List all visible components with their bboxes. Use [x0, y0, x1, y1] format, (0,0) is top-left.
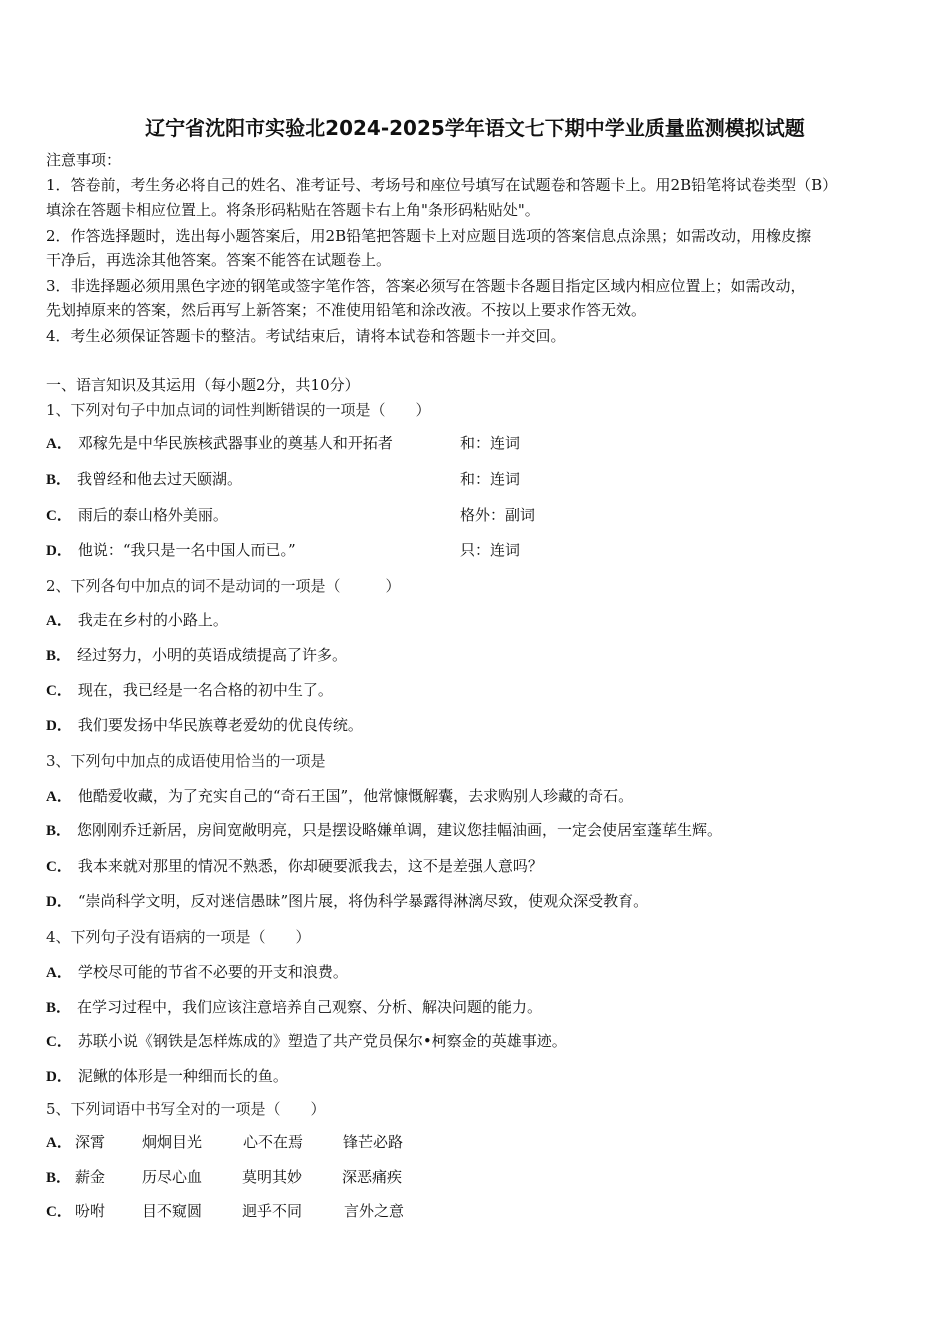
option-letter: A． [46, 1135, 72, 1151]
option-a [46, 962, 348, 983]
option-word: 吩咐 [75, 1202, 106, 1220]
option-b [46, 1167, 77, 1188]
option-word: 历尽心血 [142, 1168, 203, 1186]
option-text: 邓稼先是中华民族核武器事业的奠基人和开拓者 [77, 434, 393, 452]
option-c [46, 1031, 567, 1052]
option-word: 莫明其妙 [242, 1168, 303, 1186]
option-text: 雨后的泰山格外美丽。 [77, 506, 228, 524]
option-text: 您刚刚乔迁新居，房间宽敞明亮，只是摆设略嫌单调，建议您挂幅油画，一定会使居室蓬荜生辉。 [77, 821, 723, 839]
option-text: 我曾经和他去过天颐湖。 [77, 470, 243, 488]
option-letter: B． [46, 823, 72, 839]
notice-line: 先划掉原来的答案，然后再写上新答案；不准使用铅笔和涂改液。不按以上要求作答无效。 [46, 301, 647, 319]
option-a [46, 610, 228, 631]
option-letter: D． [46, 543, 72, 559]
option-text: 我本来就对那里的情况不熟悉，你却硬要派我去，这不是差强人意吗？ [77, 857, 543, 875]
option-letter: D． [46, 1069, 72, 1085]
option-b [46, 469, 242, 490]
option-a [46, 433, 393, 454]
option-word: 心不在焉 [243, 1133, 304, 1151]
option-a [46, 786, 633, 807]
option-note: 格外：副词 [460, 506, 536, 524]
option-d [46, 540, 296, 561]
option-text: 他说：“我只是一名中国人而已。” [77, 541, 296, 559]
option-a [46, 1132, 78, 1153]
option-note: 和：连词 [460, 470, 521, 488]
option-note: 只：连词 [460, 541, 521, 559]
option-c [46, 856, 543, 877]
option-letter: D． [46, 718, 72, 734]
option-letter: C． [46, 1034, 72, 1050]
option-letter: A． [46, 613, 72, 629]
notice-line: 干净后，再选涂其他答案。答案不能答在试题卷上。 [46, 251, 392, 269]
option-text: 他酷爱收藏，为了充实自己的“奇石王国”，他常慷慨解囊，去求购别人珍藏的奇石。 [77, 787, 634, 805]
option-word: 迥乎不同 [242, 1202, 303, 1220]
option-text: 我走在乡村的小路上。 [77, 611, 228, 629]
option-letter: B． [46, 472, 72, 488]
option-letter: D． [46, 894, 72, 910]
option-word: 锋芒必路 [343, 1133, 404, 1151]
option-letter: B． [46, 648, 72, 664]
section-heading: 一、语言知识及其运用（每小题2分，共10分） [46, 376, 360, 394]
option-word: 深恶痛疾 [342, 1168, 403, 1186]
option-letter: B． [46, 1170, 72, 1186]
option-letter: C． [46, 683, 72, 699]
option-letter: B． [46, 1000, 72, 1016]
option-word: 炯炯目光 [142, 1133, 203, 1151]
option-d [46, 1066, 288, 1087]
option-text: 泥鳅的体形是一种细而长的鱼。 [77, 1067, 288, 1085]
option-letter: A． [46, 965, 72, 981]
option-letter: C． [46, 859, 72, 875]
option-letter: A． [46, 789, 72, 805]
option-letter: C． [46, 508, 72, 524]
option-letter: A． [46, 436, 72, 452]
notice-line: 1．答卷前，考生务必将自己的姓名、准考证号、考场号和座位号填写在试题卷和答题卡上。用2B铅笔将试卷类型（B） [46, 176, 838, 194]
question-stem: 4、下列句子没有语病的一项是（ ） [46, 928, 311, 946]
option-b [46, 645, 347, 666]
document-title: 辽宁省沈阳市实验北2024-2025学年语文七下期中学业质量监测模拟试题 [145, 116, 805, 140]
notice-line: 4．考生必须保证答题卡的整洁。考试结束后，请将本试卷和答题卡一并交回。 [46, 327, 566, 345]
notice-heading: 注意事项： [46, 151, 122, 169]
option-c [46, 1201, 78, 1222]
option-c [46, 505, 228, 526]
option-d [46, 715, 363, 736]
question-stem: 5、下列词语中书写全对的一项是（ ） [46, 1100, 326, 1118]
question-stem: 3、下列句中加点的成语使用恰当的一项是 [46, 752, 326, 770]
question-stem: 1、下列对句子中加点词的词性判断错误的一项是（ ） [46, 401, 431, 419]
option-c [46, 680, 333, 701]
option-b [46, 820, 722, 841]
option-text: 苏联小说《钢铁是怎样炼成的》塑造了共产党员保尔•柯察金的英雄事迹。 [77, 1032, 567, 1050]
notice-line: 3．非选择题必须用黑色字迹的钢笔或签字笔作答，答案必须写在答题卡各题目指定区域内相应位置上；如需改动， [46, 277, 806, 295]
option-d [46, 891, 648, 912]
option-b [46, 997, 542, 1018]
option-word: 深霄 [75, 1133, 106, 1151]
option-text: 在学习过程中，我们应该注意培养自己观察、分析、解决问题的能力。 [77, 998, 543, 1016]
option-text: 现在，我已经是一名合格的初中生了。 [77, 681, 333, 699]
question-stem: 2、下列各句中加点的词不是动词的一项是（ ） [46, 577, 401, 595]
option-letter: C． [46, 1204, 72, 1220]
option-note: 和：连词 [460, 434, 521, 452]
option-text: 学校尽可能的节省不必要的开支和浪费。 [77, 963, 348, 981]
option-word: 言外之意 [344, 1202, 405, 1220]
option-word: 薪金 [75, 1168, 106, 1186]
notice-line: 2．作答选择题时，选出每小题答案后，用2B铅笔把答题卡上对应题目选项的答案信息点涂黑；如需改动，用橡皮擦 [46, 227, 812, 245]
option-word: 目不窥圆 [142, 1202, 203, 1220]
option-text: 我们要发扬中华民族尊老爱幼的优良传统。 [77, 716, 363, 734]
option-text: “崇尚科学文明，反对迷信愚昧”图片展，将伪科学暴露得淋漓尽致，使观众深受教育。 [77, 892, 649, 910]
notice-line: 填涂在答题卡相应位置上。将条形码粘贴在答题卡右上角"条形码粘贴处"。 [46, 201, 540, 219]
option-text: 经过努力，小明的英语成绩提高了许多。 [77, 646, 348, 664]
